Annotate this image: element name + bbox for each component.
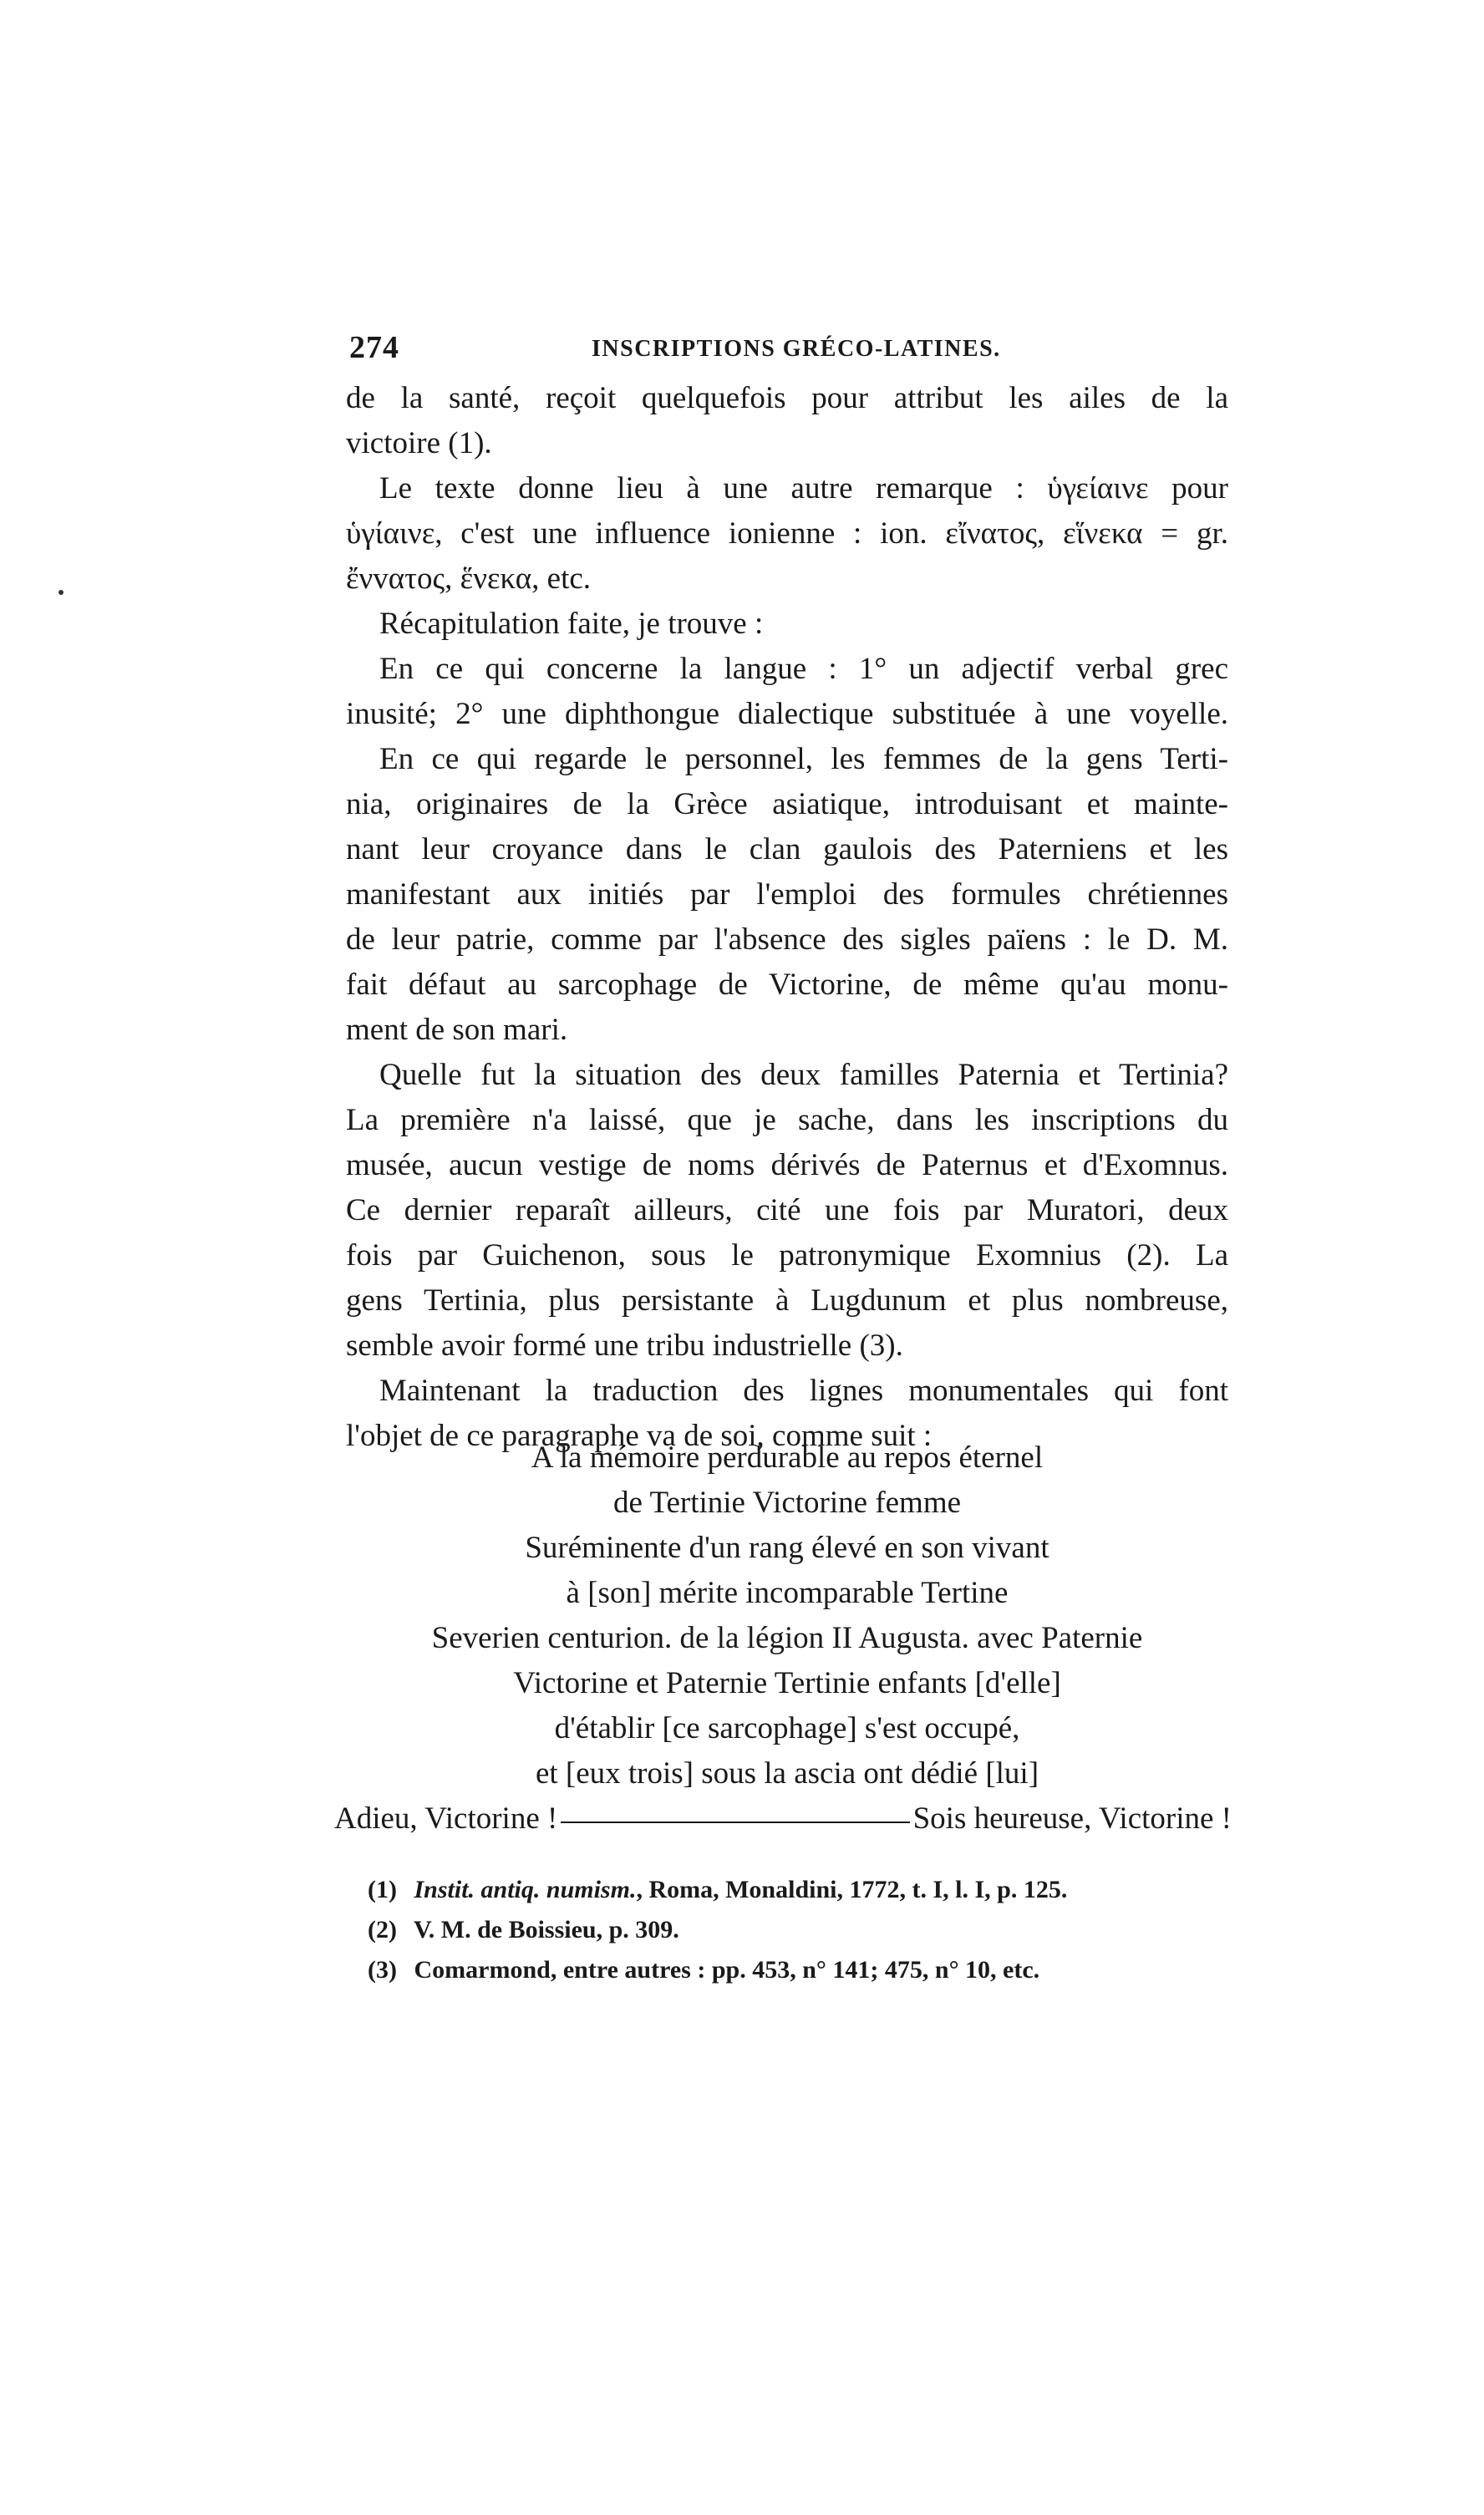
body-line: ment de son mari. — [346, 1013, 568, 1047]
body-line: Quelle fut la situation des deux familles Paternia et Tertinia? — [379, 1058, 1228, 1092]
footnote-number: (1) — [368, 1876, 397, 1903]
body-line: inusité; 2° une diphthongue dialectique substituée à une voyelle. — [346, 697, 1228, 731]
footnote-text: V. M. de Boissieu, p. 309. — [413, 1916, 679, 1943]
inscription-line: d'établir [ce sarcophage] s'est occupé, — [554, 1711, 1020, 1745]
page-header — [349, 329, 1227, 371]
margin-speck — [58, 590, 64, 595]
farewell-rule — [561, 1821, 909, 1823]
body-line: Récapitulation faite, je trouve : — [379, 607, 764, 641]
inscription-line: Suréminente d'un rang élevé en son vivant — [525, 1531, 1049, 1565]
body-line: Maintenant la traduction des lignes monumentales qui font — [379, 1374, 1228, 1408]
body-line: La première n'a laissé, que je sache, dans les inscriptions du — [346, 1103, 1228, 1137]
footnote — [368, 1910, 1220, 1950]
body-line: gens Tertinia, plus persistante à Lugdunum et plus nombreuse, — [346, 1283, 1228, 1318]
body-line: de leur patrie, comme par l'absence des sigles païens : le D. M. — [346, 922, 1228, 957]
footnote-number: (3) — [368, 1956, 397, 1984]
body-line: fait défaut au sarcophage de Victorine, de même qu'au monu- — [346, 968, 1228, 1002]
body-line: fois par Guichenon, sous le patronymique Exomnius (2). La — [346, 1238, 1228, 1273]
footnote-text: Comarmond, entre autres : pp. 453, n° 141; 475, n° 10, etc. — [414, 1956, 1040, 1984]
inscription-line: A la mémoire perdurable au repos éternel — [531, 1440, 1044, 1475]
inscription-line: Severien centurion. de la légion II Augusta. avec Paternie — [431, 1621, 1143, 1655]
farewell-right: Sois heureuse, Victorine ! — [912, 1801, 1232, 1836]
body-line: nia, originaires de la Grèce asiatique, introduisant et mainte- — [346, 787, 1228, 821]
footnote — [368, 1950, 1220, 1990]
body-line: nant leur croyance dans le clan gaulois des Paterniens et les — [346, 832, 1228, 866]
body-line: ἔνvατος, ἕνεκα, etc. — [346, 561, 592, 596]
footnote-text: , Roma, Monaldini, 1772, t. I, l. I, p. 125. — [636, 1876, 1068, 1903]
inscription-line: Victorine et Paternie Tertinie enfants [d'elle] — [513, 1666, 1061, 1700]
body-text — [346, 376, 1228, 1459]
inscription-line: de Tertinie Victorine femme — [612, 1486, 962, 1520]
farewell-line — [334, 1796, 1240, 1842]
body-line: musée, aucun vestige de noms dérivés de Paternus et d'Exomnus. — [346, 1148, 1228, 1182]
inscription-translation — [334, 1435, 1240, 1842]
body-line: manifestant aux initiés par l'emploi des formules chrétiennes — [346, 877, 1228, 912]
body-line: ὑγίαινε, c'est une influence ionienne : ion. εἴνατος, εἵνεκα = gr. — [346, 516, 1228, 551]
inscription-line: à [son] mérite incomparable Tertine — [566, 1576, 1009, 1610]
body-line: l'objet de ce paragraphe va de soi, comme suit : — [346, 1419, 933, 1453]
page-number: 274 — [349, 330, 399, 365]
body-line: semble avoir formé une tribu industrielle (3). — [346, 1329, 903, 1363]
body-line: Ce dernier reparaît ailleurs, cité une fois par Muratori, deux — [346, 1193, 1228, 1227]
body-line: victoire (1). — [346, 426, 492, 460]
inscription-line: et [eux trois] sous la ascia ont dédié [lui] — [535, 1756, 1039, 1791]
footnote-italic: Instit. antiq. numism. — [414, 1876, 637, 1903]
footnotes — [368, 1870, 1220, 1990]
body-line: de la santé, reçoit quelquefois pour attribut les ailes de la — [346, 381, 1228, 415]
farewell-left: Adieu, Victorine ! — [334, 1801, 558, 1836]
footnote-number: (2) — [368, 1916, 397, 1943]
body-line: En ce qui regarde le personnel, les femmes de la gens Terti- — [379, 742, 1228, 776]
body-line: En ce qui concerne la langue : 1° un adjectif verbal grec — [379, 652, 1228, 686]
running-title: INSCRIPTIONS GRÉCO-LATINES. — [592, 336, 1001, 362]
body-line: Le texte donne lieu à une autre remarque : ὑγείαινε pour — [379, 471, 1228, 506]
footnote — [368, 1870, 1220, 1910]
